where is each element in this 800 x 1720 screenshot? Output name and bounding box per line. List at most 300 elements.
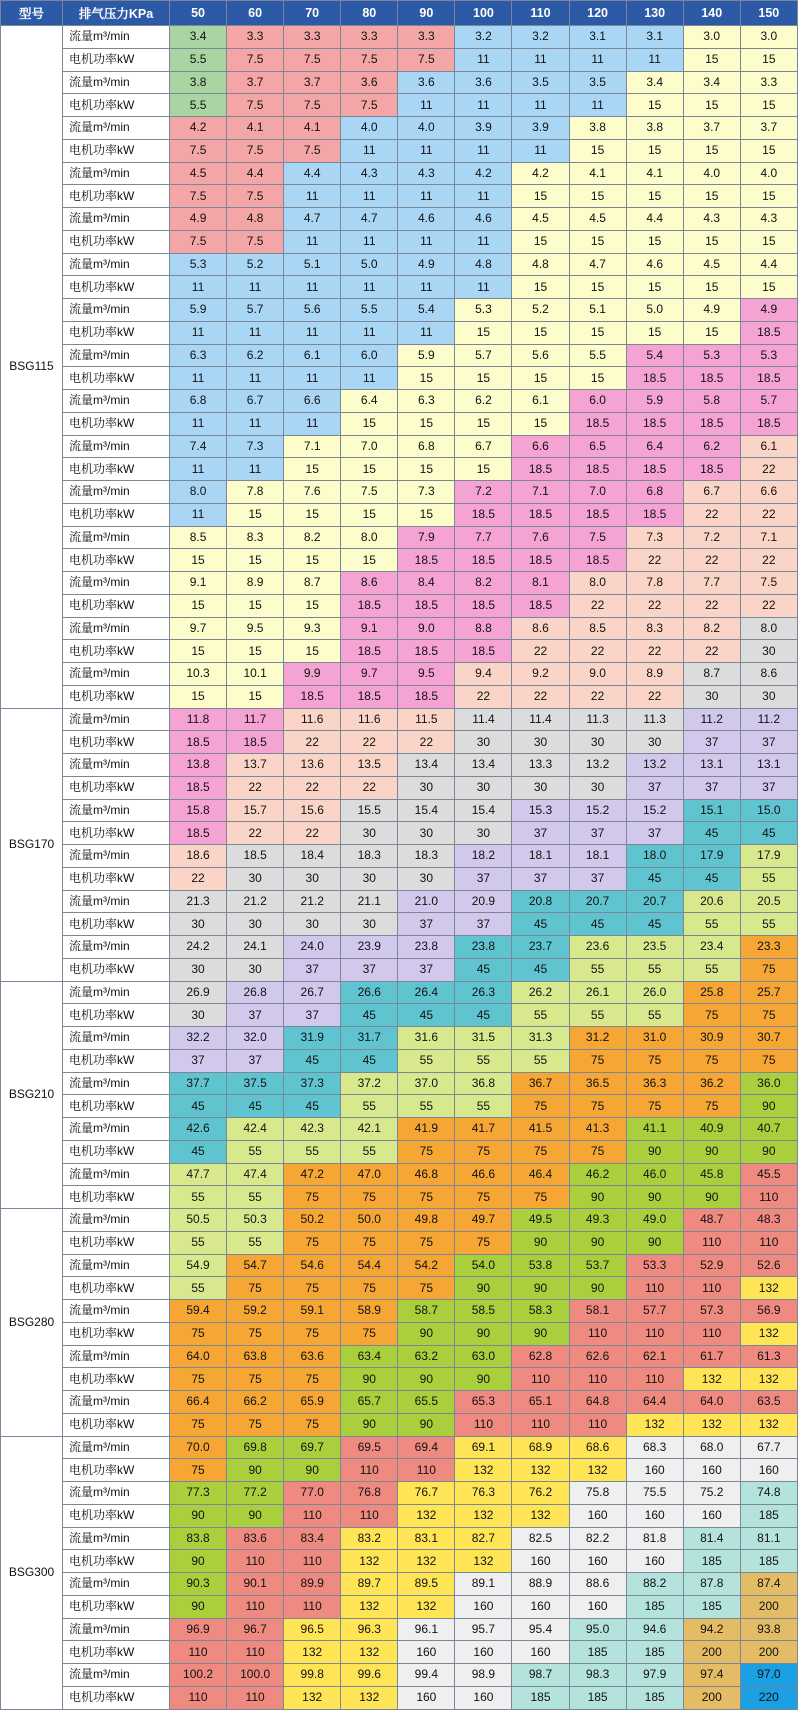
power-label: 电机功率kW bbox=[63, 1049, 170, 1072]
power-value-cell: 160 bbox=[626, 1504, 683, 1527]
table-row bbox=[1, 1209, 798, 1232]
power-value-cell: 55 bbox=[740, 913, 797, 936]
power-value-cell: 30 bbox=[341, 822, 398, 845]
power-value-cell: 22 bbox=[284, 822, 341, 845]
power-value-cell: 18.5 bbox=[341, 640, 398, 663]
flow-value-cell: 21.2 bbox=[284, 890, 341, 913]
power-value-cell: 90 bbox=[227, 1504, 284, 1527]
header-pressure-label: 排气压力KPa bbox=[63, 1, 170, 26]
flow-label: 流量m³/min bbox=[63, 572, 170, 595]
flow-value-cell: 46.6 bbox=[455, 1163, 512, 1186]
flow-value-cell: 37.7 bbox=[170, 1072, 227, 1095]
power-value-cell: 37 bbox=[284, 1004, 341, 1027]
power-value-cell: 22 bbox=[569, 594, 626, 617]
power-value-cell: 11 bbox=[398, 321, 455, 344]
flow-value-cell: 63.0 bbox=[455, 1345, 512, 1368]
flow-value-cell: 5.1 bbox=[569, 299, 626, 322]
power-value-cell: 37 bbox=[512, 867, 569, 890]
flow-value-cell: 36.7 bbox=[512, 1072, 569, 1095]
power-value-cell: 160 bbox=[512, 1641, 569, 1664]
flow-value-cell: 53.3 bbox=[626, 1254, 683, 1277]
flow-value-cell: 3.1 bbox=[569, 26, 626, 49]
power-value-cell: 37 bbox=[569, 867, 626, 890]
table-row bbox=[1, 481, 798, 504]
power-value-cell: 132 bbox=[341, 1686, 398, 1709]
power-value-cell: 75 bbox=[398, 1140, 455, 1163]
power-value-cell: 22 bbox=[284, 776, 341, 799]
flow-value-cell: 4.4 bbox=[227, 162, 284, 185]
flow-value-cell: 54.2 bbox=[398, 1254, 455, 1277]
flow-value-cell: 99.6 bbox=[341, 1664, 398, 1687]
flow-value-cell: 26.1 bbox=[569, 981, 626, 1004]
table-row bbox=[1, 390, 798, 413]
model-cell: BSG280 bbox=[1, 1209, 63, 1437]
power-value-cell: 11 bbox=[569, 48, 626, 71]
power-label: 电机功率kW bbox=[63, 958, 170, 981]
power-value-cell: 15 bbox=[626, 139, 683, 162]
flow-value-cell: 95.4 bbox=[512, 1618, 569, 1641]
flow-value-cell: 65.7 bbox=[341, 1391, 398, 1414]
power-value-cell: 110 bbox=[569, 1368, 626, 1391]
flow-value-cell: 31.5 bbox=[455, 1027, 512, 1050]
flow-value-cell: 11.8 bbox=[170, 708, 227, 731]
power-value-cell: 22 bbox=[740, 594, 797, 617]
power-value-cell: 55 bbox=[455, 1095, 512, 1118]
flow-value-cell: 6.4 bbox=[341, 390, 398, 413]
flow-value-cell: 6.0 bbox=[569, 390, 626, 413]
power-value-cell: 110 bbox=[284, 1550, 341, 1573]
flow-value-cell: 7.1 bbox=[740, 526, 797, 549]
flow-value-cell: 6.3 bbox=[398, 390, 455, 413]
flow-value-cell: 50.2 bbox=[284, 1209, 341, 1232]
flow-value-cell: 69.7 bbox=[284, 1436, 341, 1459]
flow-value-cell: 9.7 bbox=[341, 663, 398, 686]
flow-value-cell: 7.6 bbox=[512, 526, 569, 549]
flow-value-cell: 4.7 bbox=[341, 208, 398, 231]
flow-value-cell: 41.9 bbox=[398, 1118, 455, 1141]
power-value-cell: 75 bbox=[512, 1140, 569, 1163]
power-value-cell: 55 bbox=[455, 1049, 512, 1072]
flow-label: 流量m³/min bbox=[63, 1209, 170, 1232]
power-value-cell: 15 bbox=[227, 685, 284, 708]
power-value-cell: 7.5 bbox=[284, 48, 341, 71]
header-model: 型号 bbox=[1, 1, 63, 26]
power-value-cell: 45 bbox=[227, 1095, 284, 1118]
table-row bbox=[1, 1573, 798, 1596]
flow-value-cell: 8.0 bbox=[740, 617, 797, 640]
flow-value-cell: 100.2 bbox=[170, 1664, 227, 1687]
power-value-cell: 160 bbox=[626, 1550, 683, 1573]
table-row bbox=[1, 1527, 798, 1550]
flow-label: 流量m³/min bbox=[63, 117, 170, 140]
table-row bbox=[1, 549, 798, 572]
table-row bbox=[1, 94, 798, 117]
power-value-cell: 75 bbox=[227, 1413, 284, 1436]
flow-value-cell: 68.9 bbox=[512, 1436, 569, 1459]
power-label: 电机功率kW bbox=[63, 1186, 170, 1209]
power-value-cell: 45 bbox=[683, 867, 740, 890]
flow-value-cell: 3.5 bbox=[569, 71, 626, 94]
flow-value-cell: 3.4 bbox=[626, 71, 683, 94]
power-value-cell: 55 bbox=[512, 1004, 569, 1027]
flow-value-cell: 11.2 bbox=[683, 708, 740, 731]
flow-value-cell: 96.1 bbox=[398, 1618, 455, 1641]
flow-value-cell: 58.5 bbox=[455, 1300, 512, 1323]
flow-value-cell: 64.0 bbox=[683, 1391, 740, 1414]
power-value-cell: 18.5 bbox=[455, 549, 512, 572]
power-value-cell: 15 bbox=[683, 94, 740, 117]
flow-label: 流量m³/min bbox=[63, 1664, 170, 1687]
power-value-cell: 11 bbox=[398, 139, 455, 162]
power-value-cell: 132 bbox=[569, 1459, 626, 1482]
power-value-cell: 30 bbox=[512, 731, 569, 754]
flow-value-cell: 3.7 bbox=[683, 117, 740, 140]
flow-value-cell: 8.6 bbox=[740, 663, 797, 686]
power-value-cell: 7.5 bbox=[398, 48, 455, 71]
power-label: 电机功率kW bbox=[63, 94, 170, 117]
flow-value-cell: 4.0 bbox=[398, 117, 455, 140]
table-row bbox=[1, 1095, 798, 1118]
flow-value-cell: 77.0 bbox=[284, 1482, 341, 1505]
flow-value-cell: 11.5 bbox=[398, 708, 455, 731]
power-value-cell: 132 bbox=[683, 1413, 740, 1436]
flow-label: 流量m³/min bbox=[63, 26, 170, 49]
flow-value-cell: 15.2 bbox=[626, 799, 683, 822]
flow-value-cell: 7.1 bbox=[512, 481, 569, 504]
power-value-cell: 7.5 bbox=[170, 230, 227, 253]
power-value-cell: 22 bbox=[740, 503, 797, 526]
flow-value-cell: 96.7 bbox=[227, 1618, 284, 1641]
flow-value-cell: 15.3 bbox=[512, 799, 569, 822]
flow-value-cell: 81.4 bbox=[683, 1527, 740, 1550]
power-value-cell: 11 bbox=[569, 94, 626, 117]
table-row bbox=[1, 1368, 798, 1391]
power-value-cell: 15 bbox=[398, 412, 455, 435]
flow-value-cell: 8.3 bbox=[227, 526, 284, 549]
power-value-cell: 37 bbox=[683, 776, 740, 799]
flow-value-cell: 31.0 bbox=[626, 1027, 683, 1050]
flow-value-cell: 6.8 bbox=[398, 435, 455, 458]
flow-value-cell: 3.3 bbox=[398, 26, 455, 49]
power-value-cell: 15 bbox=[569, 139, 626, 162]
table-row bbox=[1, 321, 798, 344]
flow-value-cell: 9.9 bbox=[284, 663, 341, 686]
flow-value-cell: 68.0 bbox=[683, 1436, 740, 1459]
power-value-cell: 110 bbox=[626, 1322, 683, 1345]
flow-value-cell: 4.3 bbox=[683, 208, 740, 231]
flow-value-cell: 61.7 bbox=[683, 1345, 740, 1368]
power-value-cell: 15 bbox=[683, 276, 740, 299]
power-value-cell: 15 bbox=[284, 594, 341, 617]
flow-value-cell: 26.2 bbox=[512, 981, 569, 1004]
power-value-cell: 55 bbox=[740, 867, 797, 890]
flow-label: 流量m³/min bbox=[63, 1254, 170, 1277]
flow-value-cell: 18.6 bbox=[170, 845, 227, 868]
flow-label: 流量m³/min bbox=[63, 1163, 170, 1186]
power-label: 电机功率kW bbox=[63, 1550, 170, 1573]
power-value-cell: 15 bbox=[512, 276, 569, 299]
power-value-cell: 90 bbox=[341, 1413, 398, 1436]
power-value-cell: 75 bbox=[455, 1231, 512, 1254]
power-value-cell: 55 bbox=[227, 1186, 284, 1209]
power-value-cell: 75 bbox=[341, 1231, 398, 1254]
table-row bbox=[1, 1482, 798, 1505]
power-value-cell: 185 bbox=[569, 1641, 626, 1664]
flow-value-cell: 8.0 bbox=[170, 481, 227, 504]
power-value-cell: 55 bbox=[227, 1140, 284, 1163]
flow-label: 流量m³/min bbox=[63, 799, 170, 822]
power-value-cell: 90 bbox=[512, 1322, 569, 1345]
flow-value-cell: 48.3 bbox=[740, 1209, 797, 1232]
flow-value-cell: 5.5 bbox=[569, 344, 626, 367]
flow-value-cell: 5.4 bbox=[398, 299, 455, 322]
flow-value-cell: 13.1 bbox=[683, 754, 740, 777]
flow-value-cell: 5.0 bbox=[626, 299, 683, 322]
flow-value-cell: 15.6 bbox=[284, 799, 341, 822]
flow-value-cell: 7.6 bbox=[284, 481, 341, 504]
table-row bbox=[1, 845, 798, 868]
flow-value-cell: 26.9 bbox=[170, 981, 227, 1004]
flow-value-cell: 9.2 bbox=[512, 663, 569, 686]
power-value-cell: 75 bbox=[170, 1413, 227, 1436]
flow-value-cell: 3.8 bbox=[569, 117, 626, 140]
flow-value-cell: 5.2 bbox=[512, 299, 569, 322]
flow-value-cell: 63.8 bbox=[227, 1345, 284, 1368]
flow-value-cell: 4.6 bbox=[626, 253, 683, 276]
flow-value-cell: 8.2 bbox=[455, 572, 512, 595]
power-value-cell: 110 bbox=[398, 1459, 455, 1482]
flow-value-cell: 87.4 bbox=[740, 1573, 797, 1596]
power-value-cell: 132 bbox=[740, 1277, 797, 1300]
flow-value-cell: 41.3 bbox=[569, 1118, 626, 1141]
power-value-cell: 132 bbox=[398, 1504, 455, 1527]
flow-value-cell: 4.9 bbox=[398, 253, 455, 276]
flow-label: 流量m³/min bbox=[63, 1618, 170, 1641]
flow-label: 流量m³/min bbox=[63, 890, 170, 913]
flow-value-cell: 41.7 bbox=[455, 1118, 512, 1141]
power-value-cell: 90 bbox=[170, 1550, 227, 1573]
power-value-cell: 37 bbox=[227, 1004, 284, 1027]
flow-value-cell: 7.7 bbox=[455, 526, 512, 549]
flow-value-cell: 18.3 bbox=[398, 845, 455, 868]
table-row bbox=[1, 208, 798, 231]
table-row bbox=[1, 1004, 798, 1027]
flow-value-cell: 58.3 bbox=[512, 1300, 569, 1323]
flow-label: 流量m³/min bbox=[63, 754, 170, 777]
power-value-cell: 75 bbox=[683, 1095, 740, 1118]
flow-value-cell: 11.6 bbox=[341, 708, 398, 731]
flow-value-cell: 8.1 bbox=[512, 572, 569, 595]
flow-value-cell: 83.1 bbox=[398, 1527, 455, 1550]
flow-value-cell: 4.0 bbox=[683, 162, 740, 185]
flow-value-cell: 8.6 bbox=[512, 617, 569, 640]
power-value-cell: 90 bbox=[284, 1459, 341, 1482]
flow-value-cell: 26.4 bbox=[398, 981, 455, 1004]
power-value-cell: 15 bbox=[170, 594, 227, 617]
table-row bbox=[1, 1254, 798, 1277]
flow-value-cell: 98.3 bbox=[569, 1664, 626, 1687]
power-value-cell: 90 bbox=[227, 1459, 284, 1482]
flow-value-cell: 3.3 bbox=[227, 26, 284, 49]
flow-label: 流量m³/min bbox=[63, 253, 170, 276]
power-value-cell: 45 bbox=[626, 913, 683, 936]
flow-value-cell: 3.8 bbox=[170, 71, 227, 94]
flow-value-cell: 9.4 bbox=[455, 663, 512, 686]
flow-value-cell: 5.5 bbox=[341, 299, 398, 322]
flow-value-cell: 5.1 bbox=[284, 253, 341, 276]
flow-value-cell: 48.7 bbox=[683, 1209, 740, 1232]
flow-value-cell: 7.8 bbox=[227, 481, 284, 504]
flow-value-cell: 89.1 bbox=[455, 1573, 512, 1596]
flow-value-cell: 4.7 bbox=[569, 253, 626, 276]
flow-value-cell: 3.6 bbox=[398, 71, 455, 94]
table-row bbox=[1, 890, 798, 913]
flow-value-cell: 4.0 bbox=[341, 117, 398, 140]
flow-value-cell: 90.1 bbox=[227, 1573, 284, 1596]
flow-value-cell: 3.5 bbox=[512, 71, 569, 94]
power-value-cell: 200 bbox=[683, 1641, 740, 1664]
power-value-cell: 15 bbox=[512, 230, 569, 253]
power-value-cell: 22 bbox=[626, 549, 683, 572]
power-label: 电机功率kW bbox=[63, 48, 170, 71]
flow-value-cell: 5.9 bbox=[626, 390, 683, 413]
flow-value-cell: 8.2 bbox=[284, 526, 341, 549]
flow-value-cell: 58.1 bbox=[569, 1300, 626, 1323]
power-value-cell: 30 bbox=[227, 913, 284, 936]
power-value-cell: 18.5 bbox=[569, 412, 626, 435]
flow-value-cell: 3.0 bbox=[740, 26, 797, 49]
power-value-cell: 75 bbox=[740, 1049, 797, 1072]
flow-value-cell: 23.6 bbox=[569, 936, 626, 959]
power-value-cell: 11 bbox=[512, 94, 569, 117]
power-label: 电机功率kW bbox=[63, 822, 170, 845]
power-value-cell: 30 bbox=[455, 776, 512, 799]
power-value-cell: 15 bbox=[341, 412, 398, 435]
flow-value-cell: 24.1 bbox=[227, 936, 284, 959]
flow-value-cell: 15.7 bbox=[227, 799, 284, 822]
power-value-cell: 75 bbox=[227, 1322, 284, 1345]
flow-value-cell: 4.2 bbox=[170, 117, 227, 140]
flow-value-cell: 6.2 bbox=[227, 344, 284, 367]
power-value-cell: 37 bbox=[170, 1049, 227, 1072]
power-value-cell: 5.5 bbox=[170, 48, 227, 71]
table-row bbox=[1, 663, 798, 686]
power-value-cell: 200 bbox=[683, 1686, 740, 1709]
flow-value-cell: 75.2 bbox=[683, 1482, 740, 1505]
flow-value-cell: 58.9 bbox=[341, 1300, 398, 1323]
flow-value-cell: 94.6 bbox=[626, 1618, 683, 1641]
power-value-cell: 15 bbox=[455, 458, 512, 481]
power-value-cell: 90 bbox=[455, 1322, 512, 1345]
flow-value-cell: 4.0 bbox=[740, 162, 797, 185]
flow-value-cell: 67.7 bbox=[740, 1436, 797, 1459]
power-value-cell: 30 bbox=[341, 867, 398, 890]
power-value-cell: 90 bbox=[626, 1186, 683, 1209]
power-value-cell: 132 bbox=[455, 1550, 512, 1573]
power-value-cell: 15 bbox=[626, 185, 683, 208]
power-value-cell: 18.5 bbox=[740, 367, 797, 390]
flow-value-cell: 13.4 bbox=[398, 754, 455, 777]
power-value-cell: 11 bbox=[455, 276, 512, 299]
power-value-cell: 132 bbox=[398, 1595, 455, 1618]
flow-value-cell: 32.2 bbox=[170, 1027, 227, 1050]
power-value-cell: 15 bbox=[683, 185, 740, 208]
flow-value-cell: 3.8 bbox=[626, 117, 683, 140]
power-value-cell: 18.5 bbox=[740, 321, 797, 344]
flow-label: 流量m³/min bbox=[63, 617, 170, 640]
flow-value-cell: 18.4 bbox=[284, 845, 341, 868]
power-value-cell: 132 bbox=[398, 1550, 455, 1573]
power-value-cell: 55 bbox=[683, 913, 740, 936]
flow-value-cell: 9.1 bbox=[170, 572, 227, 595]
power-value-cell: 22 bbox=[227, 776, 284, 799]
table-row bbox=[1, 640, 798, 663]
power-value-cell: 11 bbox=[341, 321, 398, 344]
flow-value-cell: 7.7 bbox=[683, 572, 740, 595]
power-value-cell: 15 bbox=[227, 640, 284, 663]
power-label: 电机功率kW bbox=[63, 685, 170, 708]
power-value-cell: 15 bbox=[455, 321, 512, 344]
flow-value-cell: 6.1 bbox=[512, 390, 569, 413]
power-value-cell: 75 bbox=[341, 1186, 398, 1209]
flow-value-cell: 76.2 bbox=[512, 1482, 569, 1505]
power-value-cell: 11 bbox=[284, 412, 341, 435]
flow-value-cell: 5.7 bbox=[455, 344, 512, 367]
flow-value-cell: 18.5 bbox=[227, 845, 284, 868]
power-label: 电机功率kW bbox=[63, 1231, 170, 1254]
flow-value-cell: 82.5 bbox=[512, 1527, 569, 1550]
flow-value-cell: 8.9 bbox=[227, 572, 284, 595]
power-value-cell: 18.5 bbox=[683, 458, 740, 481]
flow-value-cell: 68.3 bbox=[626, 1436, 683, 1459]
power-value-cell: 55 bbox=[227, 1231, 284, 1254]
flow-value-cell: 8.7 bbox=[284, 572, 341, 595]
flow-value-cell: 3.3 bbox=[284, 26, 341, 49]
power-value-cell: 55 bbox=[569, 1004, 626, 1027]
power-label: 电机功率kW bbox=[63, 1004, 170, 1027]
power-value-cell: 37 bbox=[683, 731, 740, 754]
flow-value-cell: 9.1 bbox=[341, 617, 398, 640]
power-value-cell: 132 bbox=[626, 1413, 683, 1436]
header-pressure-150: 150 bbox=[740, 1, 797, 26]
flow-label: 流量m³/min bbox=[63, 1482, 170, 1505]
flow-value-cell: 6.7 bbox=[683, 481, 740, 504]
power-value-cell: 30 bbox=[740, 685, 797, 708]
power-value-cell: 160 bbox=[740, 1459, 797, 1482]
flow-value-cell: 82.2 bbox=[569, 1527, 626, 1550]
flow-value-cell: 40.7 bbox=[740, 1118, 797, 1141]
flow-value-cell: 54.4 bbox=[341, 1254, 398, 1277]
flow-value-cell: 10.1 bbox=[227, 663, 284, 686]
power-value-cell: 11 bbox=[170, 367, 227, 390]
power-value-cell: 11 bbox=[455, 139, 512, 162]
power-value-cell: 15 bbox=[683, 48, 740, 71]
flow-value-cell: 96.9 bbox=[170, 1618, 227, 1641]
flow-value-cell: 69.8 bbox=[227, 1436, 284, 1459]
flow-value-cell: 4.3 bbox=[341, 162, 398, 185]
power-value-cell: 110 bbox=[227, 1641, 284, 1664]
power-value-cell: 37 bbox=[626, 776, 683, 799]
power-value-cell: 110 bbox=[683, 1277, 740, 1300]
flow-label: 流量m³/min bbox=[63, 1391, 170, 1414]
power-value-cell: 22 bbox=[569, 685, 626, 708]
power-value-cell: 11 bbox=[170, 412, 227, 435]
table-row bbox=[1, 1459, 798, 1482]
power-value-cell: 185 bbox=[626, 1641, 683, 1664]
flow-value-cell: 66.2 bbox=[227, 1391, 284, 1414]
flow-value-cell: 62.6 bbox=[569, 1345, 626, 1368]
power-value-cell: 55 bbox=[170, 1186, 227, 1209]
